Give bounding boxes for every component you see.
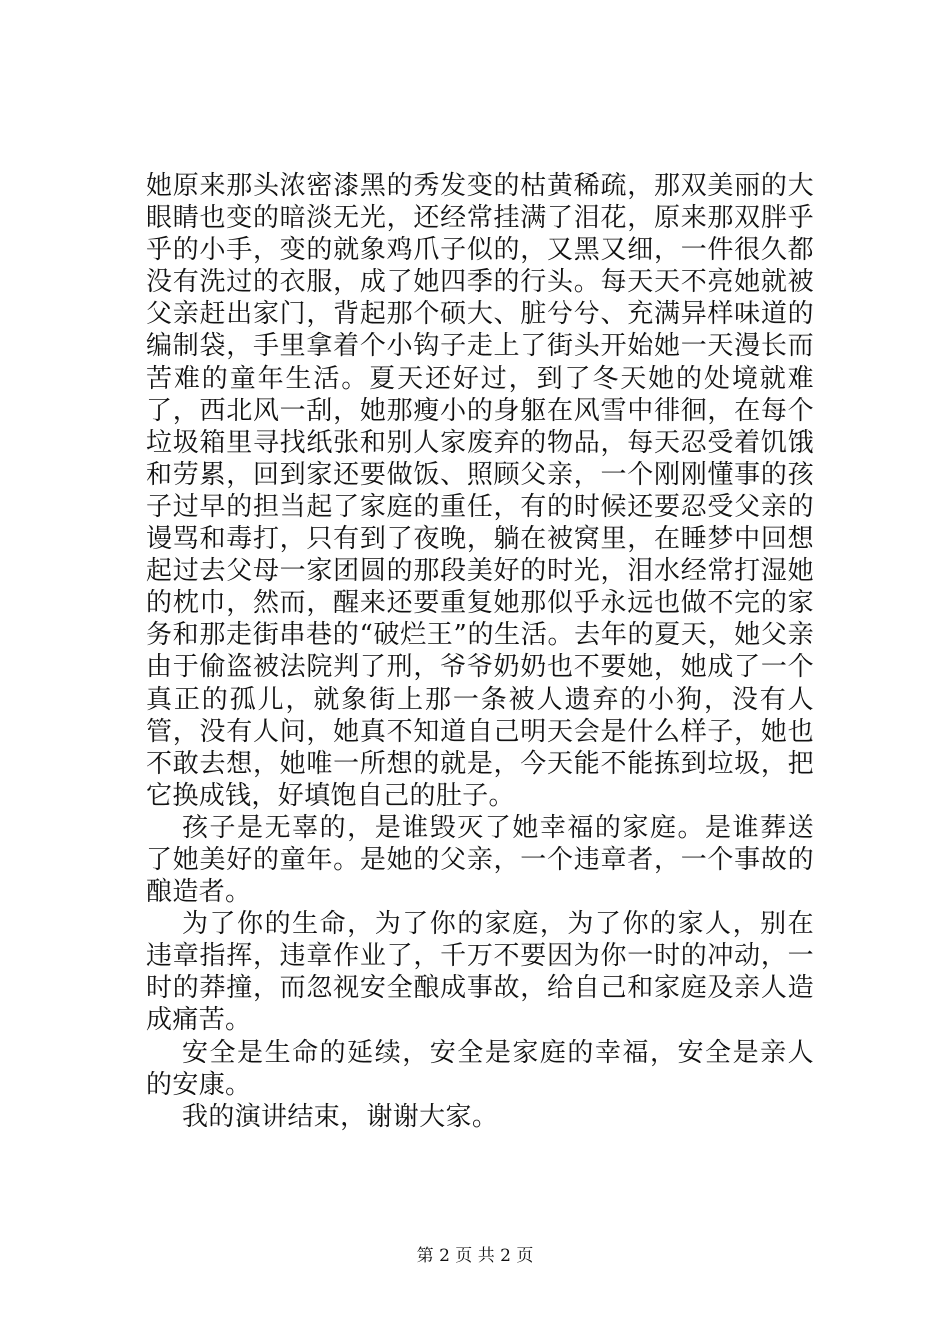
page-number-footer: 第 2 页 共 2 页	[416, 1246, 534, 1266]
document-body	[146, 170, 814, 1133]
paragraph-closing: 我的演讲结束，谢谢大家。	[182, 1101, 499, 1132]
paragraph-story: 她原来那头浓密漆黑的秀发变的枯黄稀疏，那双美丽的大眼睛也变的暗淡无光，还经常挂满了泪花，原来那双胖乎乎的小手，变的就象鸡爪子似的，又黑又细，一件很久都没有洗过的衣服，成了她四季的行头。每天天不亮她就被父亲赶出家门，背起那个硕大、脏兮兮、充满异样味道的编制袋，手里拿着个小钩子走上了街头开始她一天漫长而苦难的童年生活。夏天还好过，到了冬天她的处境就难了，西北风一刮，她那瘦小的身躯在风雪中徘徊，在每个垃圾箱里寻找纸张和别人家废弃的物品，每天忍受着饥饿和劳累，回到家还要做饭、照顾父亲，一个刚刚懂事的孩子过早的担当起了家庭的重任，有的时候还要忍受父亲的谩骂和毒打，只有到了夜晚，躺在被窝里，在睡梦中回想起过去父母一家团圆的那段美好的时光，泪水经常打湿她的枕巾，然而，醒来还要重复她那似乎永远也做不完的家务和那走街串巷的“破烂王”的生活。去年的夏天，她父亲由于偷盗被法院判了刑，爷爷奶奶也不要她，她成了一个真正的孤儿，就象街上那一条被人遗弃的小狗，没有人管，没有人问，她真不知道自己明天会是什么样子，她也不敢去想，她唯一所想的就是，今天能不能拣到垃圾，把它换成钱，好填饱自己的肚子。	[146, 171, 814, 811]
paragraph-safety-motto: 安全是生命的延续，安全是家庭的幸福，安全是亲人的安康。	[146, 1037, 814, 1100]
paragraph-appeal: 为了你的生命，为了你的家庭，为了你的家人，别在违章指挥，违章作业了，千万不要因为你一时的冲动，一时的莽撞，而忽视安全酿成事故，给自己和家庭及亲人造成痛苦。	[146, 909, 814, 1036]
paragraph-innocent-child: 孩子是无辜的，是谁毁灭了她幸福的家庭。是谁葬送了她美好的童年。是她的父亲，一个违章者，一个事故的酿造者。	[146, 812, 814, 908]
